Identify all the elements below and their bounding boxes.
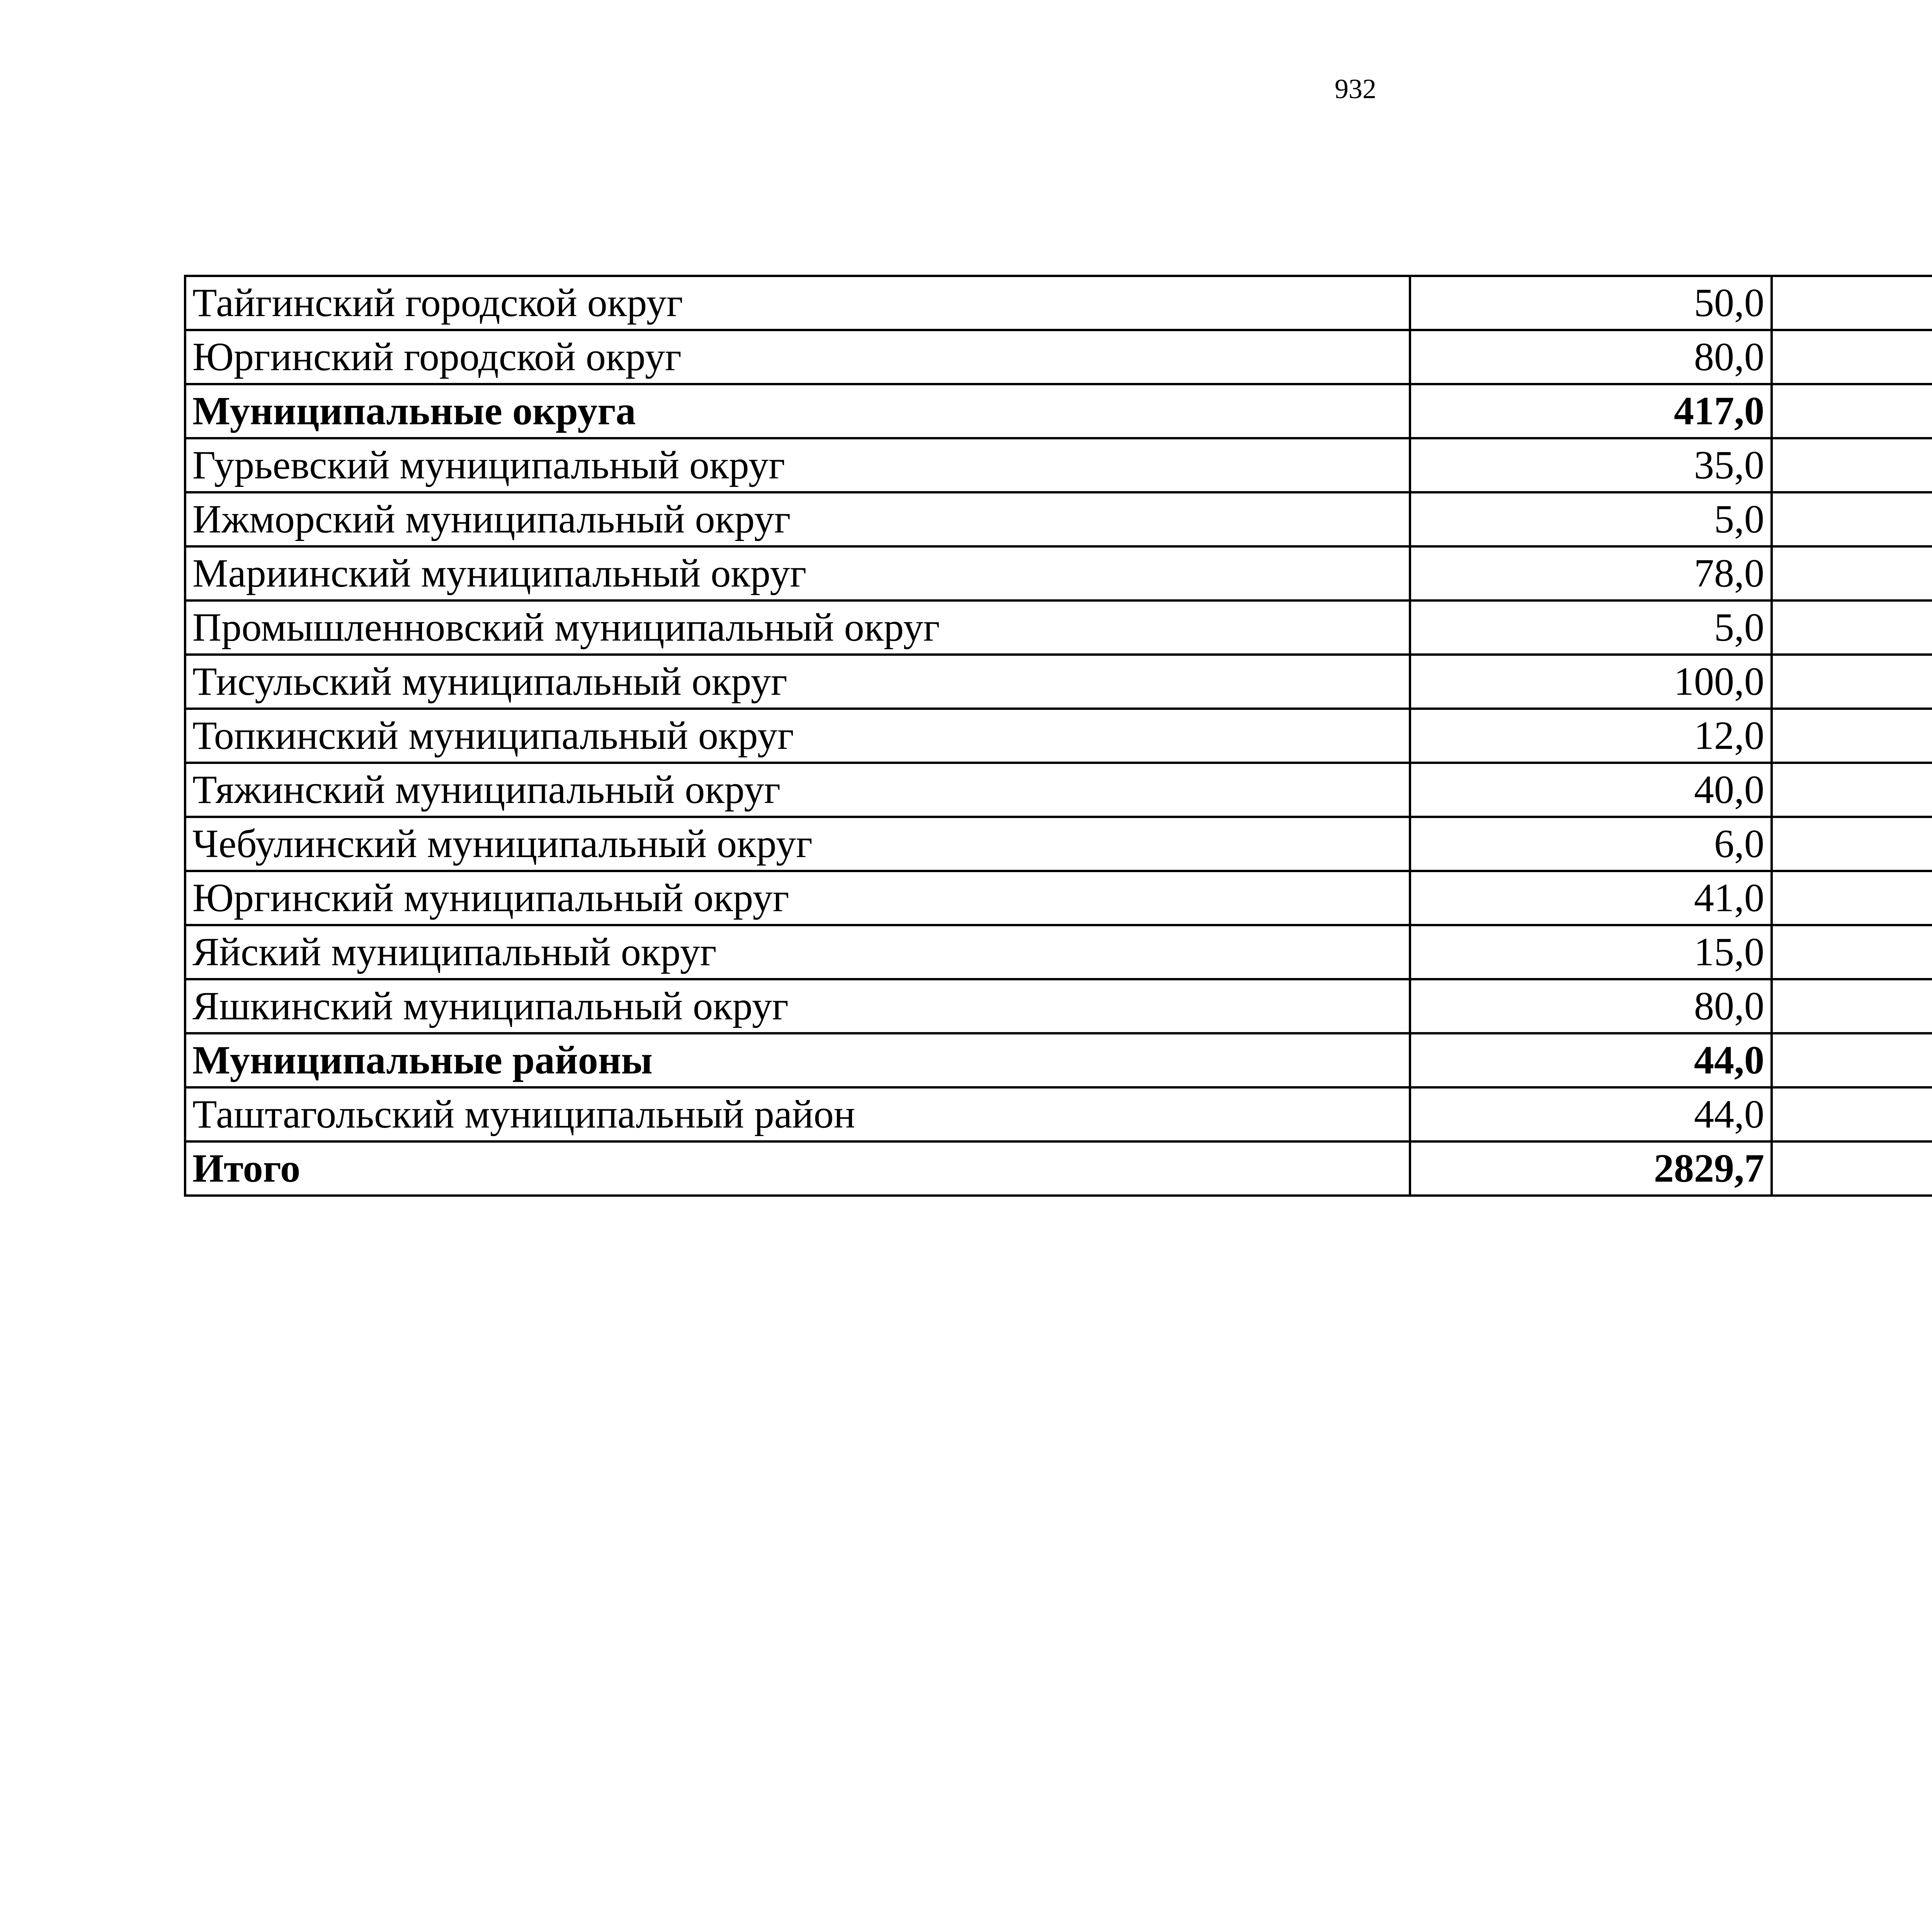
table-body (185, 276, 1932, 1196)
value-cell-2 (1772, 871, 1932, 925)
value-cell-1: 5,0 (1410, 600, 1772, 655)
row-name-cell: Гурьевский муниципальный округ (185, 438, 1410, 492)
value-cell-2 (1772, 276, 1932, 330)
data-table (184, 275, 1932, 1197)
table-row (185, 1087, 1932, 1141)
table-row (185, 546, 1932, 600)
table-row (185, 384, 1932, 438)
value-cell-2 (1772, 330, 1932, 384)
table-row (185, 276, 1932, 330)
value-cell-2 (1772, 492, 1932, 546)
value-cell-1: 417,0 (1410, 384, 1772, 438)
value-cell-2 (1772, 925, 1932, 979)
row-name-cell: Ижморский муниципальный округ (185, 492, 1410, 546)
table-row (185, 979, 1932, 1033)
table-row (185, 763, 1932, 817)
value-cell-2 (1772, 1033, 1932, 1087)
value-cell-2 (1772, 709, 1932, 763)
value-cell-1: 15,0 (1410, 925, 1772, 979)
row-name-cell: Яшкинский муниципальный округ (185, 979, 1410, 1033)
value-cell-1: 6,0 (1410, 817, 1772, 871)
row-name-cell: Муниципальные округа (185, 384, 1410, 438)
value-cell-1: 80,0 (1410, 979, 1772, 1033)
value-cell-1: 100,0 (1410, 655, 1772, 709)
value-cell-1: 12,0 (1410, 709, 1772, 763)
table-row (185, 817, 1932, 871)
table-row (185, 1141, 1932, 1196)
table-row (185, 600, 1932, 655)
value-cell-1: 44,0 (1410, 1087, 1772, 1141)
table-row (185, 925, 1932, 979)
row-name-cell: Итого (185, 1141, 1410, 1196)
value-cell-2 (1772, 817, 1932, 871)
value-cell-1: 2829,7 (1410, 1141, 1772, 1196)
value-cell-2 (1772, 655, 1932, 709)
value-cell-2 (1772, 600, 1932, 655)
value-cell-1: 5,0 (1410, 492, 1772, 546)
table-row (185, 330, 1932, 384)
value-cell-2 (1772, 546, 1932, 600)
row-name-cell: Топкинский муниципальный округ (185, 709, 1410, 763)
row-name-cell: Тисульский муниципальный округ (185, 655, 1410, 709)
row-name-cell: Тяжинский муниципальный округ (185, 763, 1410, 817)
row-name-cell: Яйский муниципальный округ (185, 925, 1410, 979)
table-row (185, 871, 1932, 925)
value-cell-1: 35,0 (1410, 438, 1772, 492)
value-cell-2 (1772, 1141, 1932, 1196)
value-cell-1: 41,0 (1410, 871, 1772, 925)
table-row (185, 492, 1932, 546)
row-name-cell: Мариинский муниципальный округ (185, 546, 1410, 600)
table-row (185, 709, 1932, 763)
row-name-cell: Тайгинский городской округ (185, 276, 1410, 330)
value-cell-1: 50,0 (1410, 276, 1772, 330)
value-cell-2 (1772, 1087, 1932, 1141)
row-name-cell: Муниципальные районы (185, 1033, 1410, 1087)
row-name-cell: Юргинский городской округ (185, 330, 1410, 384)
row-name-cell: Таштагольский муниципальный район (185, 1087, 1410, 1141)
table-row (185, 1033, 1932, 1087)
page-number: 932 (1335, 73, 1376, 104)
row-name-cell: Промышленновский муниципальный округ (185, 600, 1410, 655)
value-cell-1: 44,0 (1410, 1033, 1772, 1087)
value-cell-2 (1772, 979, 1932, 1033)
table-row (185, 655, 1932, 709)
value-cell-2 (1772, 763, 1932, 817)
row-name-cell: Чебулинский муниципальный округ (185, 817, 1410, 871)
value-cell-2 (1772, 438, 1932, 492)
table-row (185, 438, 1932, 492)
value-cell-1: 80,0 (1410, 330, 1772, 384)
value-cell-1: 78,0 (1410, 546, 1772, 600)
value-cell-1: 40,0 (1410, 763, 1772, 817)
value-cell-2 (1772, 384, 1932, 438)
row-name-cell: Юргинский муниципальный округ (185, 871, 1410, 925)
